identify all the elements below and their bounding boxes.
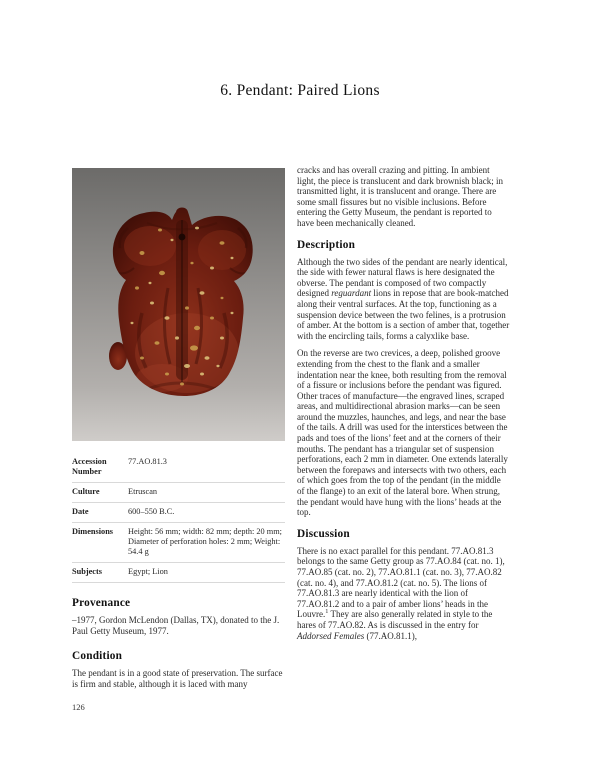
metadata-row-dimensions xyxy=(72,523,285,563)
discussion-text-cont: They are also generally related in style to the hares of 77.AO.82. As is discussed in the entry for xyxy=(297,609,493,630)
discussion-italic-title: Addorsed Females xyxy=(297,630,365,641)
metadata-value: Height: 56 mm; width: 82 mm; depth: 20 mm; Diameter of perforation holes: 2 mm; Weight: 54.4 g xyxy=(128,523,285,563)
metadata-value: 600–550 B.C. xyxy=(128,503,285,523)
page-number: 126 xyxy=(72,702,85,712)
metadata-row-culture xyxy=(72,483,285,503)
pendant-photo-illustration xyxy=(72,168,285,441)
description-p1-italic: reguardant xyxy=(331,288,372,299)
discussion-text: There is no exact parallel for this pendant. 77.AO.81.3 belongs to the same Getty group as 77.AO.84 (cat. no. 1), 77.AO.85 (cat. no. 2), 77.AO.81.1 (cat. no. 3), 77.AO.82 (cat. no. 4), and 77.AO.81.2 (cat. no. 5). The lions of 77.AO.81.3 are nearly identical with the lion of 77.AO.81.2 and to a pair of amber lions’ heads in the Louvre. xyxy=(297,545,505,620)
metadata-table xyxy=(72,453,285,583)
metadata-row-accession xyxy=(72,453,285,483)
object-photo xyxy=(72,168,285,441)
metadata-label: Subjects xyxy=(72,563,128,583)
provenance-text: –1977, Gordon McLendon (Dallas, TX), donated to the J. Paul Getty Museum, 1977. xyxy=(72,615,280,636)
metadata-label: Accession Number xyxy=(72,453,128,483)
page-title: 6. Pendant: Paired Lions xyxy=(220,82,380,99)
condition-continued-text: cracks and has overall crazing and pitting. In ambient light, the piece is translucent and dark brownish black; in transmitted light, it is translucent and orange. There are some small fissures but no visible inclusions. Before entering the Getty Museum, the pendant is reported to have been mechanically cleaned. xyxy=(297,165,503,228)
description-p1-text-cont: lions in repose that are book-matched along their ventral surfaces. At the top, functioning as a suspension device between the two felines, is a protrusion of amber. At the bottom is a section of amber that, together with the encircling tails, forms a calyxlike base. xyxy=(297,288,510,341)
metadata-label: Dimensions xyxy=(72,523,128,563)
metadata-value: Egypt; Lion xyxy=(128,563,285,583)
metadata-row-date xyxy=(72,503,285,523)
metadata-label: Culture xyxy=(72,483,128,503)
footnote-marker: 1 xyxy=(325,608,329,616)
metadata-label: Date xyxy=(72,503,128,523)
discussion-paragraph xyxy=(297,546,510,641)
left-column xyxy=(72,168,285,696)
discussion-text-end: (77.AO.81.1), xyxy=(364,630,417,641)
provenance-heading: Provenance xyxy=(72,597,131,609)
metadata-value: Etruscan xyxy=(128,483,285,503)
description-p1-text: Although the two sides of the pendant are nearly identical, the side with fewer natural flaws is here designated the obverse. The pendant is composed of two compactly designed xyxy=(297,256,508,299)
metadata-value: 77.AO.81.3 xyxy=(128,453,285,483)
description-heading: Description xyxy=(297,238,356,251)
condition-text: The pendant is in a good state of preservation. The surface is firm and stable, although it is laced with many xyxy=(72,668,283,689)
description-paragraph-1 xyxy=(297,257,510,342)
metadata-row-subjects xyxy=(72,563,285,583)
discussion-heading: Discussion xyxy=(297,527,350,540)
suspension-hole xyxy=(179,234,186,241)
condition-heading: Condition xyxy=(72,650,123,663)
description-paragraph-2: On the reverse are two crevices, a deep, polished groove extending from the chest to the flank and a smaller indentation near the knee, both resulting from the removal of a fissure or inclusions before the pendant was figured. Other traces of manufacture—the engraved lines, scraped areas, and multidirectional abrasion marks—can be seen around the muzzles, haunches, and legs, and near the base of the tails. A drill was used for the interstices between the pads and toes of the lions’ feet and at the corners of their mouths. The pendant has a triangular set of suspension perforations, each 2 mm in diameter. One extends laterally between the forepaws and intersects with two others, each of which goes from the top of the pendant (in the middle of the flange) to an exit of the lateral bore. When strung, the pendant would have hung with the lions’ heads at the top. xyxy=(297,348,508,518)
right-column xyxy=(297,163,510,648)
